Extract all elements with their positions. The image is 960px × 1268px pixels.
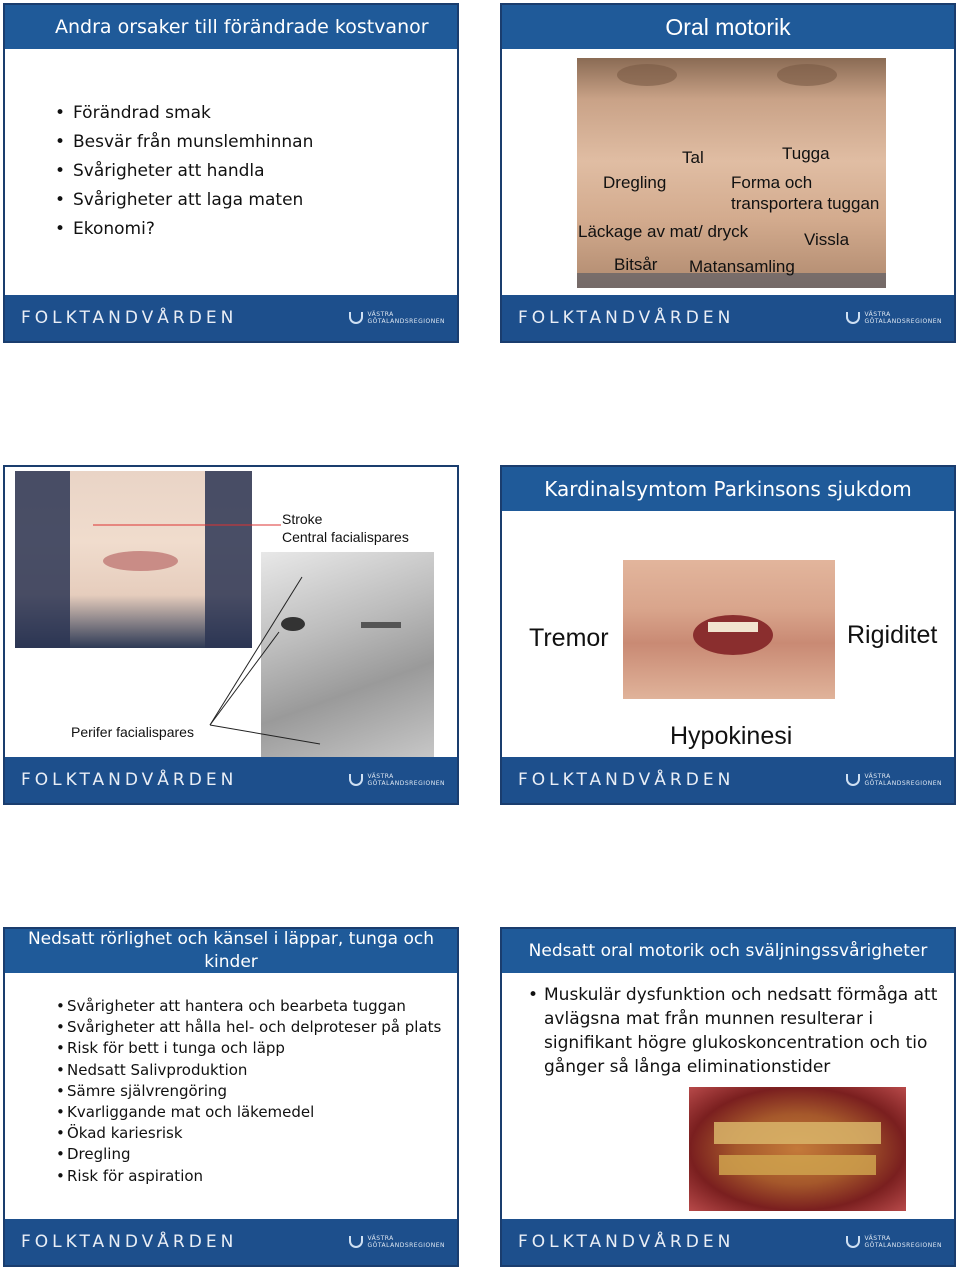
- list-item: • Ökad kariesrisk: [56, 1124, 183, 1143]
- slide-4: [500, 465, 956, 805]
- list-item: • Kvarliggande mat och läkemedel: [56, 1103, 315, 1122]
- brand-wordmark: FOLKTANDVÅRDEN: [518, 308, 735, 328]
- region-logo: VÄSTRA GÖTALANDSREGIONEN: [349, 1235, 445, 1249]
- brand-wordmark: FOLKTANDVÅRDEN: [21, 770, 238, 790]
- list-item: • Sämre självrengöring: [56, 1081, 228, 1100]
- brand-wordmark: FOLKTANDVÅRDEN: [518, 1232, 735, 1252]
- region-logo: VÄSTRA GÖTALANDSREGIONEN: [846, 773, 942, 787]
- label-forma: Forma och transportera tuggan: [731, 173, 880, 213]
- slide-6: [500, 927, 956, 1267]
- brand-wordmark: FOLKTANDVÅRDEN: [518, 770, 735, 790]
- slide-5: [3, 927, 459, 1267]
- slide-title-bar: [5, 5, 457, 49]
- slide-footer: [5, 1219, 457, 1265]
- region-logo: VÄSTRA GÖTALANDSREGIONEN: [846, 1235, 942, 1249]
- label-hypokinesi: Hypokinesi: [670, 722, 793, 750]
- slide-title: Nedsatt oral motorik och sväljningssvårigheter: [528, 941, 928, 961]
- slide-title-bar: [502, 467, 954, 511]
- list-item: • Svårigheter att hålla hel- och delproteser på plats: [56, 1018, 442, 1037]
- teeth-photo: [689, 1087, 906, 1211]
- shield-icon: [349, 312, 363, 324]
- list-item: • Besvär från munslemhinnan: [55, 132, 314, 152]
- body-text: • Muskulär dysfunktion och nedsatt förmåga att avlägsna mat från munnen resulterar i signifikant högre glukoskoncentration och tio gånger så långa eliminationstider: [528, 985, 938, 1077]
- shield-icon: [846, 312, 860, 324]
- brand-wordmark: FOLKTANDVÅRDEN: [21, 308, 238, 328]
- brand-wordmark: FOLKTANDVÅRDEN: [21, 1232, 238, 1252]
- list-item: • Dregling: [56, 1145, 131, 1164]
- slide-title-bar: [502, 5, 954, 49]
- label-rigiditet: Rigiditet: [847, 621, 938, 649]
- slide-footer: [502, 1219, 954, 1265]
- slide-title-bar: [5, 929, 457, 973]
- list-item: • Svårigheter att hantera och bearbeta tuggan: [56, 997, 406, 1015]
- slide-3: [3, 465, 459, 805]
- slide-footer: [5, 757, 457, 803]
- list-item: • Förändrad smak: [55, 103, 211, 123]
- slide-2: [500, 3, 956, 343]
- region-logo: VÄSTRA GÖTALANDSREGIONEN: [349, 311, 445, 325]
- shield-icon: [349, 1236, 363, 1248]
- shield-icon: [349, 774, 363, 786]
- list-item: • Svårigheter att laga maten: [55, 190, 304, 210]
- list-item: • Nedsatt Salivproduktion: [56, 1060, 248, 1079]
- shield-icon: [846, 1236, 860, 1248]
- slide-footer: [502, 295, 954, 341]
- label-tugga: Tugga: [782, 144, 830, 163]
- bullet-list: [56, 996, 442, 1187]
- list-item: • Risk för bett i tunga och läpp: [56, 1039, 285, 1058]
- list-item: • Risk för aspiration: [56, 1166, 204, 1185]
- list-item: • Ekonomi?: [55, 219, 155, 239]
- label-vissla: Vissla: [804, 230, 850, 249]
- bullet-list: [55, 99, 314, 244]
- label-bitsar: Bitsår: [614, 255, 658, 274]
- region-logo: VÄSTRA GÖTALANDSREGIONEN: [846, 311, 942, 325]
- label-stroke: Stroke Central facialispares: [282, 511, 409, 545]
- label-dregling: Dregling: [603, 173, 667, 192]
- shield-icon: [846, 774, 860, 786]
- label-lackage: Läckage av mat/ dryck: [578, 222, 749, 241]
- label-perifer: Perifer facialispares: [71, 724, 194, 740]
- label-tal: Tal: [682, 148, 704, 167]
- list-item: • Svårigheter att handla: [55, 161, 265, 181]
- label-tremor: Tremor: [529, 624, 609, 652]
- mouth-photo: [623, 560, 835, 699]
- slide-1: [3, 3, 459, 343]
- slide-title-bar: [502, 929, 954, 973]
- slide-title: Kardinalsymtom Parkinsons sjukdom: [544, 477, 912, 501]
- slide-footer: [502, 757, 954, 803]
- slide-title: Nedsatt rörlighet och känsel i läppar, tunga och kinder: [27, 929, 435, 972]
- slide-title: Andra orsaker till förändrade kostvanor: [55, 16, 429, 38]
- slide-title: Oral motorik: [665, 13, 791, 40]
- label-matansamling: Matansamling: [689, 257, 795, 276]
- slide-footer: [5, 295, 457, 341]
- region-logo: VÄSTRA GÖTALANDSREGIONEN: [349, 773, 445, 787]
